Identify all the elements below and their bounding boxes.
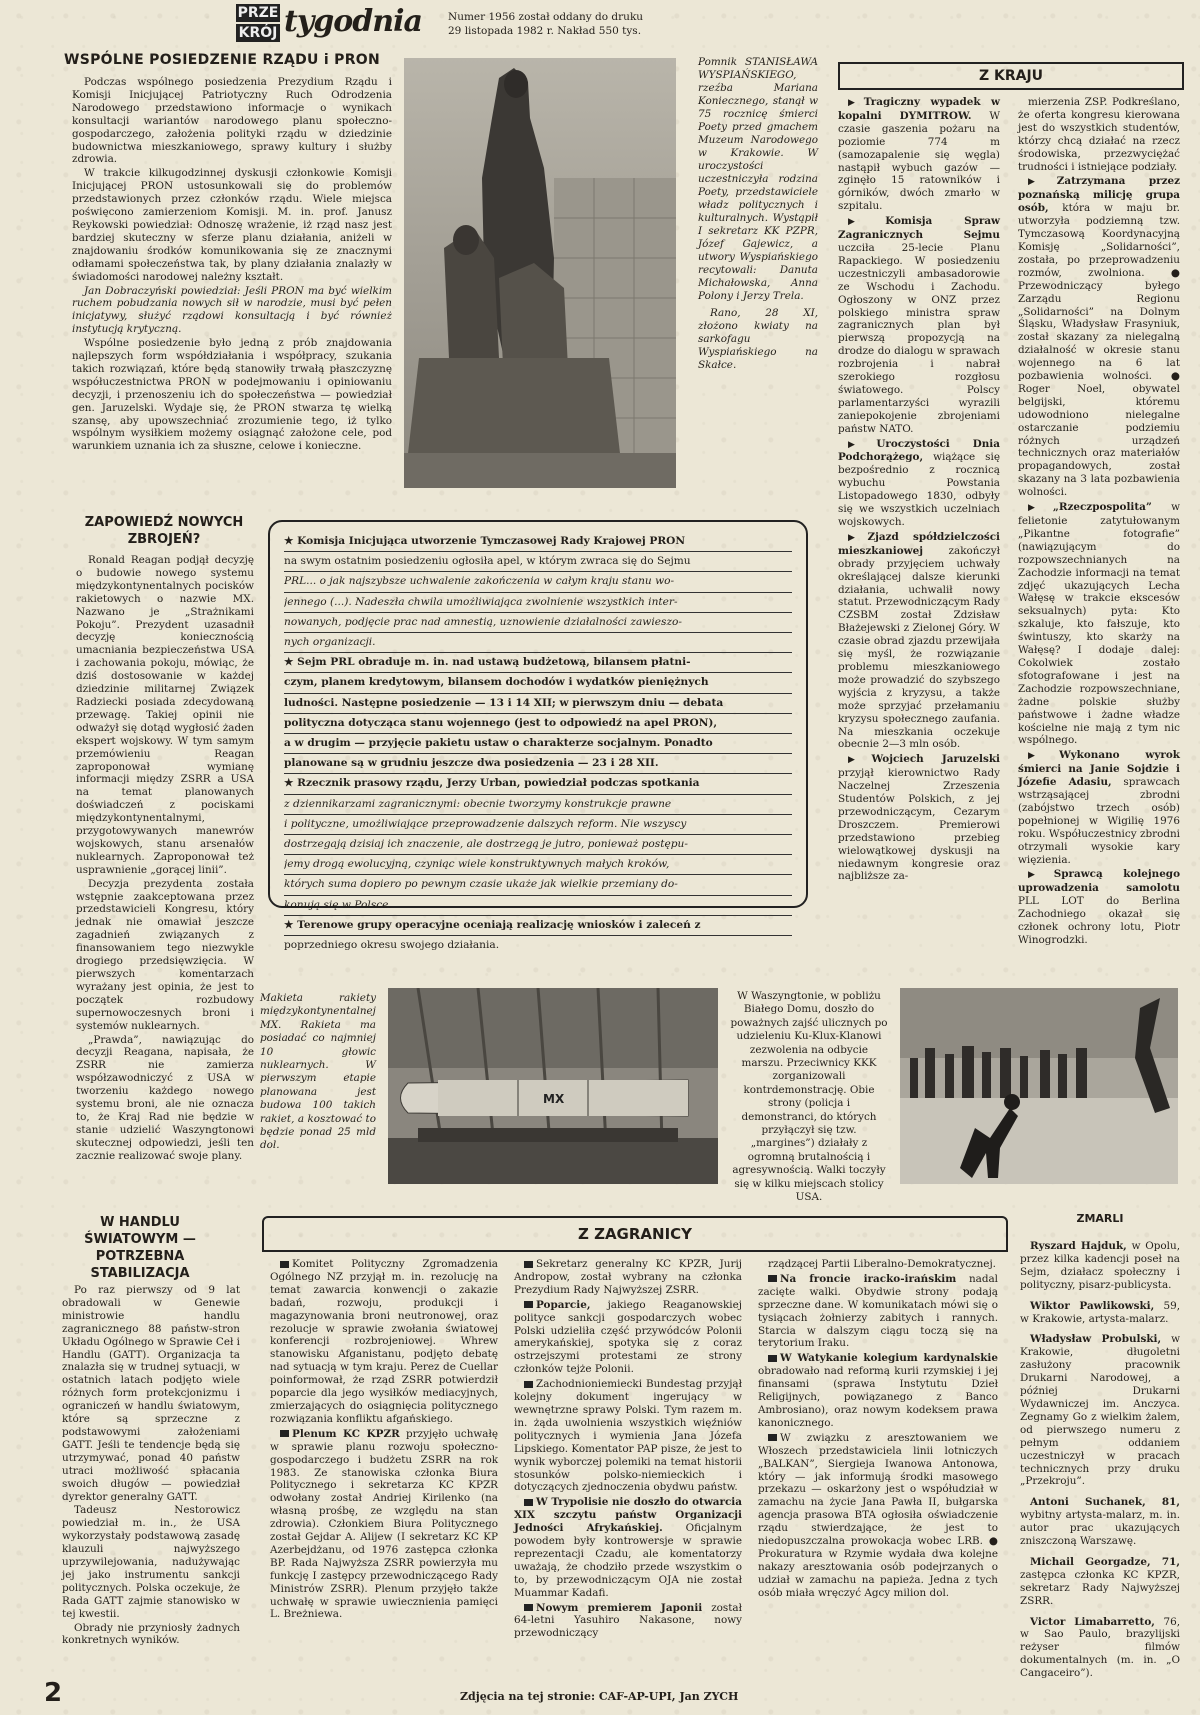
z-kraju-item-6 bbox=[1018, 96, 1180, 173]
zbrojen-p2: Decyzja prezydenta została wstępnie zaakceptowana przez przedstawicieli Kongresu, który jednak nie omawiał jeszcze zagadnień związanych z finansowaniem tego niezwykle drogiego przedsięwzięcia. W pierwszych komentarzach wyrażany jest opinia, że jest to początek rozbudowy supernowoczesnych broni i systemów nuklearnych. bbox=[76, 877, 254, 1032]
zbrojen-body bbox=[76, 554, 254, 1164]
z-zagranicy-item-11 bbox=[758, 1432, 998, 1600]
monument-caption bbox=[698, 56, 818, 373]
z-zagranicy-header bbox=[262, 1216, 1008, 1252]
rzad-pron-body bbox=[72, 76, 392, 454]
handel-body bbox=[62, 1284, 240, 1648]
z-zagranicy-item-6-text: Oficjalnym powodem były kontrowersje w sprawie reprezentacji Czadu, ale komentatorzy uważają, że chodziło przede wszystkim o to, by przewodniczącym OJA nie został Muammar Kadafi. bbox=[514, 1522, 742, 1599]
z-kraju-item-3: ▶ Uroczystości Dnia Podchorążego, wiążące się bezpośrednio z rocznicą wybuchu Powstania Listopadowego 1830, odbyły się we wszystkich uczelniach wojskowych. bbox=[838, 437, 1000, 528]
print-info-line1: Numer 1956 został oddany do druku bbox=[448, 11, 644, 23]
zmarli-list bbox=[1020, 1240, 1180, 1688]
z-zagranicy-item-1-text: przyjął m. in. rezolucję na temat zawarcia konwencji o zakazie badań, rozwoju, produkcji i magazynowania broni neutronowej, oraz rezolucje w sprawie zwołania światowej konferencji rozbrojeniowej. Whrew stanowisku Afganistanu, podjęto debatę nad sytuacją w tym kraju. Perez de Cuellar poinformował, że rząd ZSRR potwierdził poparcie dla jego wysiłków mediacyjnych, zmierzających do osiągnięcia politycznego rozwiązania konfliktu afgańskiego. bbox=[270, 1270, 498, 1425]
handel-p1: Po raz pierwszy od 9 lat obradowali w Genewie ministrowie handlu zagranicznego 88 państw-stron Układu Ogólnego w Sprawie Ceł i Handlu (GATT). Organizacja ta znalazła się w trudnej sytuacji, w ostatnich latach podjęto wiele różnych form protekcjonizmu i ograniczeń w handlu światowym, które są sprzeczne z podstawowymi założeniami GATT. Jeśli te tendencje będą się utrzymywać, ponad 40 państw utraci możliwość spłacania swoich długów — powiedział dyrektor generalny GATT. bbox=[62, 1284, 240, 1503]
apel-line: planowane są w grudniu jeszcze dwa posiedzenia — 23 i 28 XII. bbox=[284, 754, 792, 774]
print-info-line2: 29 listopada 1982 r. Nakład 550 tys. bbox=[448, 25, 642, 37]
apel-line: których suma dopiero po pewnym czasie ukaże jak wielkie przemiany do- bbox=[284, 875, 792, 895]
monument-caption-text: Pomnik STANISŁAWA WYSPIAŃSKIEGO, rzeźba Mariana Koniecznego, stanął w 75 rocznicę śmierci Poety przed gmachem Muzeum Narodowego w Krakowie. W uroczystości uczestniczyła rodzina Poety, przedstawiciele władz politycznych i kulturalnych. Wystąpił I sekretarz KK PZPR, Józef Gajewicz, a utwory Wyspiańskiego recytowali: Danuta Michałowska, Anna Polony i Jerzy Trela. bbox=[698, 56, 818, 302]
z-kraju-item-9-text: sprawcach wstrząsającej zbrodni (zabójstwo trzech osób) popełnionej w Wigilię 1976 roku. Współuczestnicy zbrodni otrzymali wysokie kary więzienia. bbox=[1018, 776, 1181, 866]
z-kraju-item-8: ▶ „Rzeczpospolita” w felietonie zatytułowanym „Pikantne fotografie” (nawiązującym do rozpowszechnianych na Zachodzie informacji na temat zdjęć ukazujących Lecha Wałęsę w trakcie ekscesów seksualnych) pyta: Kto szkaluje, kto fałszuje, kto świntuszy, kto skarży na Wałęsę? I dodaje dalej: Cokolwiek zostało sfotografowane i jest na Zachodzie rozpowszechniane, żadne polskie służby państwowe i żadne władze kościelne nie mają z tym nic wspólnego. bbox=[1018, 501, 1180, 747]
z-zagranicy-item-11-text: we Włoszech przedstawiciela linii lotniczych „BALKAN”, Siergieja Iwanowa Antonowa, który — jak informują środki masowego przekazu — oskarżony jest o współudział w zamachu na życie Jana Pawła II, bułgarska agencja prasowa BTA ogłosiła oświadczenie rządu stwierdzające, że jest to niedopuszczalna prowokacja wobec LRB. ● Prokuratura w Rzymie wydała dwa kolejne nakazy aresztowania osób podejrzanych o udział w zamachu na papieża. Jedna z tych osób miała wręczyć Agcy milion dol. bbox=[758, 1431, 998, 1599]
z-zagranicy-item-7-text: został 64-letni Yasuhiro Nakasone, nowy przewodniczący bbox=[514, 1601, 742, 1640]
z-zagranicy-item-4-text: jakiego Reaganowskiej polityce sankcji gospodarczych wobec Polski udzieliła część przywódców Polonii amerykańskiej, spotyka się z coraz ostrzejszymi protestami ze strony członków tejże Polonii. bbox=[514, 1298, 742, 1376]
z-kraju-item-3-text: wiążące się bezpośrednio z rocznicą wybuchu Powstania Listopadowego 1830, odbyły się we wszystkich uczelniach wojskowych. bbox=[838, 451, 1000, 528]
z-zagranicy-item-5-lead: Zachodnioniemiecki Bundestag bbox=[536, 1378, 703, 1391]
monument-photo bbox=[404, 58, 676, 488]
z-kraju-item-5-lead: Wojciech Jaruzelski bbox=[871, 753, 1001, 766]
z-zagranicy-item-4-lead: Poparcie, bbox=[536, 1298, 591, 1311]
zmarli-item-4-text: wybitny artysta-malarz, m. in. autor prac ukazujących zniszczoną Warszawę. bbox=[1020, 1509, 1180, 1548]
z-kraju-item-1-lead: Tragiczny wypadek w kopalni DYMITROW. bbox=[838, 96, 1000, 122]
rzad-pron-p4: Wspólne posiedzenie było jedną z prób znajdowania najlepszych form współdziałania i współpracy, szukania takich rozwiązań, które będą stanowiły trwałą płaszczyznę współuczestnictwa PRON w podejmowaniu i opiniowaniu decyzji, i przenoszeniu ich do społeczeństwa — powiedział gen. Jaruzelski. Wydaje się, że PRON stwarza tę wielką szansę, aby upowszechniać zrozumienie tego, iż tylko wspólnym wysiłkiem możemy osiągnąć założone cele, pod warunkiem uznania ich za słuszne, celowe i konieczne. bbox=[72, 337, 392, 453]
z-kraju-item-10-lead: Sprawcą kolejnego uprowadzenia samolotu bbox=[1018, 868, 1181, 895]
z-zagranicy-item-9 bbox=[758, 1273, 998, 1350]
z-zagranicy-item-1 bbox=[270, 1258, 498, 1426]
apel-line: polityczna dotycząca stanu wojennego (jest to odpowiedź na apel PRON), bbox=[284, 714, 792, 734]
z-kraju-item-10-text: PLL LOT do Berlina Zachodniego okazał się członek ochrony lotu, Piotr Winogrodzki. bbox=[1018, 895, 1180, 946]
z-kraju-item-9-lead: Wykonano wyrok śmierci na Janie Sojdzie i Józefie Adasiu, bbox=[1018, 749, 1180, 789]
z-zagranicy-item-2 bbox=[270, 1428, 498, 1622]
z-zagranicy-item-9-lead: Na froncie iracko-irańskim bbox=[780, 1272, 957, 1285]
z-kraju-item-7-text: która w maju br. utworzyła podziemną tzw. Tymczasową Koordynacyjną Komisję „Solidarności”, została, po przeprowadzeniu rozmów, zwolniona. ● Przewodniczący byłego Zarządu Regionu „Solidarności” na Dolnym Śląsku, Władysław Frasyniuk, został skazany za nielegalną działalność w okresie stanu wojennego na 6 lat pozbawienia wolności. ● Roger Noel, obywatel belgijski, któremu udowodniono nielegalne ostarczanie podziemiu różnych urządzeń technicznych oraz materiałów propagandowych, został skazany na 3 lata pozbawienia wolności. bbox=[1018, 202, 1180, 499]
z-kraju-item-4-lead: Zjazd spółdzielczości mieszkaniowej bbox=[838, 530, 1000, 557]
rzad-pron-headline: WSPÓLNE POSIEDZENIE RZĄDU i PRON bbox=[63, 52, 381, 68]
z-kraju-item-2: ▶ Komisja Spraw Zagranicznych Sejmu uczciła 25-lecie Planu Rapackiego. W posiedzeniu uczestniczyli ambasadorowie ze Wschodu i Zachodu. Ogłoszony w ONZ przez polskiego ministra spraw zagranicznych plan był pierwszą propozycją na drodze do dialogu w sprawach rozbrojenia i nabrał szerokiego rozgłosu światowego. Polscy parlamentarzyści wyrazili zaniepokojenie zbrojeniami państw NATO. bbox=[838, 215, 1000, 435]
zbrojen-p3: „Prawda”, nawiązując do decyzji Reagana, napisała, że ZSRR nie zamierza współzawodniczyć z USA w tworzeniu każdego nowego systemu broni, ale nie oznacza to, że Kraj Rad nie będzie w stanie udzielić Waszyngtonowi skutecznej odpowiedzi, jeśli ten zacznie realizować swoje plany. bbox=[76, 1033, 254, 1162]
z-zagranicy-item-3 bbox=[514, 1258, 742, 1297]
zbrojen-p1: Ronald Reagan podjął decyzję o budowie nowego systemu międzykontynentalnych pocisków rakietowych o nazwie MX. Nazwano je „Strażnikami Pokoju”. Prezydent uzasadnił decyzję koniecznością umacniania bezpieczeństwa USA i zachowania pokoju, mówiąc, że dziś dostosowanie w każdej dziedzinie militarnej Związek Radziecki posiada zdecydowaną przewagę. Takiej opinii nie odważył się dotąd wygłosić żaden ekspert wojskowy. W tym samym przemówieniu Reagan zaproponował wymianę informacji między ZSRR a USA na temat planowanych doświadczeń z pociskami międzykontynentalnymi, przygotowywanych manewrów wojskowych, stanu arsenałów nuklearnych. Zaproponował też usprawnienie „gorącej linii”. bbox=[76, 554, 254, 876]
zmarli-item-6-name: Victor Limabarretto, bbox=[1030, 1615, 1155, 1628]
z-kraju-item-7-lead: Zatrzymana przez poznańską milicję grupa osób, bbox=[1018, 175, 1180, 215]
apel-box bbox=[268, 520, 808, 952]
z-kraju-item-4-text: zakończył obrady przyjęciem uchwały określającej dalsze kierunki działania, uchwalił nowy statut. Przewodniczącym Rady CZSBM został Zdzisław Błażejewski z Zielonej Góry. W czasie obrad zjazdu przewijała się myśl, że rozwiązanie problemu mieszkaniowego może prowadzić do szybszego wyjścia z kryzysu, a także może sprzyjać przełamaniu kryzysu społecznego zaufania. Na mieszkania oczekuje obecnie 2—3 mln osób. bbox=[838, 544, 1000, 751]
masthead-script: tygodnia bbox=[284, 4, 422, 39]
apel-line: a w drugim — przyjęcie pakietu ustaw o charakterze socjalnym. Ponadto bbox=[284, 734, 792, 754]
z-zagranicy-item-10-lead: W Watykanie kolegium kardynalskie bbox=[780, 1352, 998, 1365]
z-kraju-header bbox=[838, 62, 1184, 90]
apel-line: dostrzegają dzisiaj ich znaczenie, ale dostrzegą je jutro, ponieważ postępu- bbox=[284, 835, 792, 855]
apel-line: ★ Sejm PRL obraduje m. in. nad ustawą budżetową, bilansem płatni- bbox=[284, 653, 792, 673]
zmarli-item-6 bbox=[1020, 1616, 1180, 1681]
z-zagranicy-item-8 bbox=[758, 1258, 998, 1271]
zmarli-header: ZMARLI bbox=[1076, 1212, 1124, 1225]
apel-lines bbox=[284, 532, 792, 955]
z-zagranicy-item-6-lead: W Trypolisie nie doszło do otwarcia XIX szczytu państw Organizacji Jedności Afrykańskiej. bbox=[514, 1496, 742, 1535]
zmarli-item-1 bbox=[1020, 1240, 1180, 1292]
rzad-pron-p1: Podczas wspólnego posiedzenia Prezydium Rządu i Komisji Inicjującej Patriotyczny Ruch Odrodzenia Narodowego przedstawiono informacje o wynikach konsultacji wariantów narodowego planu społeczno-gospodarczego, założenia polityki rządu w dziedzinie budownictwa mieszkaniowego, sprawy kultury i służby zdrowia. bbox=[72, 76, 392, 166]
zmarli-item-3-name: Władysław Probulski, bbox=[1030, 1333, 1162, 1346]
apel-line: ★ Terenowe grupy operacyjne oceniają realizację wniosków i zaleceń z bbox=[284, 916, 792, 936]
z-kraju-item-4: ▶ Zjazd spółdzielczości mieszkaniowej zakończył obrady przyjęciem uchwały określającej dalsze kierunki działania, uchwalił nowy statut. Przewodniczącym Rady CZSBM został Zdzisław Błażejewski z Zielonej Góry. W czasie obrad zjazdu przewijała się myśl, że rozwiązanie problemu mieszkaniowego może prowadzić do szybszego wyjścia z kryzysu, a także może sprzyjać przełamaniu kryzysu społecznego zaufania. Na mieszkania oczekuje obecnie 2—3 mln osób. bbox=[838, 530, 1000, 751]
z-zagranicy-item-6 bbox=[514, 1496, 742, 1599]
z-kraju-item-9: ▶ Wykonano wyrok śmierci na Janie Sojdzie i Józefie Adasiu, sprawcach wstrząsającej zbrodni (zabójstwo trzech osób) popełnionej w Wigilię 1976 roku. Współuczestnicy zbrodni otrzymali wysokie kary więzienia. bbox=[1018, 749, 1181, 866]
apel-line: ★ Rzecznik prasowy rządu, Jerzy Urban, powiedział podczas spotkania bbox=[284, 774, 792, 794]
z-zagranicy-item-3-text: został wybrany na członka Prezydium Rady Najwyższej ZSRR. bbox=[514, 1270, 742, 1296]
z-kraju-item-2-lead: Komisja Spraw Zagranicznych Sejmu bbox=[838, 215, 1000, 242]
z-zagranicy-header-text: Z ZAGRANICY bbox=[577, 1225, 693, 1243]
z-zagranicy-item-2-lead: Plenum KC KPZR bbox=[292, 1427, 400, 1440]
photo-credits: Zdjęcia na tej stronie: CAF-AP-UPI, Jan ZYCH bbox=[460, 1690, 739, 1703]
z-zagranicy-item-4 bbox=[514, 1299, 742, 1376]
z-zagranicy-item-9-text: nadal zacięte walki. Obydwie strony podają sprzeczne dane. W komunikatach mówi się o tysiącach żołnierzy zabitych i rannych. Starcia w dalszym ciągu toczą się na terytorium Iraku. bbox=[758, 1272, 999, 1350]
rocket-label: MX bbox=[543, 1092, 565, 1106]
masthead-logo bbox=[236, 4, 280, 42]
handel-headline: W HANDLU ŚWIATOWYM — POTRZEBNA STABILIZACJA bbox=[84, 1215, 196, 1281]
handel-p3: Obrady nie przyniosły żadnych konkretnych wyników. bbox=[62, 1621, 240, 1647]
zmarli-item-1-name: Ryszard Hajduk, bbox=[1030, 1240, 1127, 1252]
z-kraju-item-8-text: w felietonie zatytułowanym „Pikantne fotografie” (nawiązującym do rozpowszechnianych na Zachodzie informacji na temat zdjęć ukazujących Lecha Wałęsę w trakcie ekscesów seksualnych) pyta: Kto szkaluje, kto fałszuje, kto świntuszy, kto skarży na Wałęsę? I dodaje dalej: Cokolwiek zostało sfotografowane i jest na Zachodzie rozpowszechniane, żadne polskie służby państwowe i żadne władze kościelne nie mają z tym nic wspólnego. bbox=[1018, 501, 1180, 747]
z-kraju-col1 bbox=[838, 96, 1000, 885]
waszyngton-caption: W Waszyngtonie, w pobliżu Białego Domu, doszło do poważnych zajść ulicznych po udzieleniu Ku-Klux-Klanowi zezwolenia na odbycie marszu. Przeciwnicy KKK zorganizowali kontrdemonstrację. Obie strony (policja i demonstranci, do których przyłączył się tzw. „margines”) działały z ogromną brutalnością i agresywnością. Walki toczyły się w kilku miejscach stolicy USA. bbox=[730, 990, 888, 1204]
print-info bbox=[448, 10, 643, 38]
z-zagranicy-item-5 bbox=[514, 1378, 742, 1494]
z-zagranicy-col2 bbox=[514, 1258, 742, 1642]
apel-line: konują się w Polsce. bbox=[284, 896, 792, 916]
z-kraju-item-5-text: przyjął kierownictwo Rady Naczelnej Zrzeszenia Studentów Polskich, z jej przewodniczącym, Cezarym Droszczem. Premierowi przedstawiono przebieg wielowątkowej dyskusji na niedawnym kongresie oraz najbliższe za- bbox=[838, 767, 1000, 883]
z-zagranicy-item-8-text: rządzącej Partii Liberalno-Demokratycznej. bbox=[768, 1258, 996, 1270]
logo-bottom: KRÓJ bbox=[236, 24, 280, 42]
zmarli-item-3 bbox=[1020, 1333, 1180, 1488]
street-riot-illustration bbox=[900, 988, 1178, 1184]
zmarli-item-6-text: 76, w Sao Paulo, brazylijski reżyser filmów dokumentalnych (m. in. „O Cangaceiro”). bbox=[1020, 1615, 1180, 1680]
apel-line: nowanych, podjęcie prac nad amnestią, uznowienie działalności zawieszo- bbox=[284, 613, 792, 633]
page-number: 2 bbox=[44, 1678, 63, 1708]
z-zagranicy-item-10-text: obradowało nad reformą kurii rzymskiej i jej finansami (sprawa Instytutu Dzieł Religijnych, powiązanego z Banco Ambrosiano), oraz nowym kodeksem prawa kanonicznego. bbox=[758, 1365, 998, 1429]
z-zagranicy-item-11-lead: W związku z aresztowaniem bbox=[780, 1431, 967, 1444]
rakieta-caption: Makieta rakiety międzykontynentalnej MX. Rakieta ma posiadać co najmniej 10 głowic nuklearnych. W pierwszym etapie planowana jest budowa 100 takich rakiet, a kosztować to będzie ponad 25 mld dol. bbox=[260, 992, 376, 1152]
logo-top: PRZE bbox=[237, 5, 279, 21]
zmarli-item-2 bbox=[1020, 1300, 1180, 1326]
z-zagranicy-item-7 bbox=[514, 1602, 742, 1641]
zmarli-item-5-name: Michail Georgadze, 71, bbox=[1030, 1555, 1180, 1568]
apel-line: PRL... o jak najszybsze uchwalenie zakończenia w całym kraju stanu wo- bbox=[284, 572, 792, 592]
zmarli-item-4-name: Antoni Suchanek, 81, bbox=[1030, 1496, 1180, 1509]
apel-line: i polityczne, umożliwiające przeprowadzenie dalszych reform. Nie wszyscy bbox=[284, 815, 792, 835]
z-kraju-item-1-text: W czasie gaszenia pożaru na poziomie 774 m (samozapalenie się węgla) nastąpił wybuch gazów — zginęło 15 ratowników i górników, dwóch zmarło w szpitalu. bbox=[838, 109, 1000, 213]
apel-line: poprzedniego okresu swojego działania. bbox=[284, 939, 500, 952]
monument-caption-text2: Rano, 28 XI, złożono kwiaty na sarkofagu Wyspiańskiego na Skałce. bbox=[698, 307, 818, 371]
apel-line: jemy drogą ewolucyjną, czyniąc wiele konstruktywnych małych kroków, bbox=[284, 855, 792, 875]
z-kraju-item-1: ▶ Tragiczny wypadek w kopalni DYMITROW. W czasie gaszenia pożaru na poziomie 774 m (samozapalenie się węgla) nastąpił wybuch gazów — zginęło 15 ratowników i górników, dwóch zmarło w szpitalu. bbox=[838, 96, 1000, 213]
zmarli-item-5 bbox=[1020, 1556, 1180, 1608]
z-zagranicy-item-10 bbox=[758, 1352, 998, 1429]
z-zagranicy-col1 bbox=[270, 1258, 498, 1623]
z-zagranicy-item-5-text: przyjął kolejny dokument ingerujący w wewnętrzne sprawy Polski. Tym razem m. in. żąda uwolnienia wszystkich więźniów politycznych i wymienia Jana Józefa Lipskiego. Komentator PAP pisze, że jest to wynik wyborczej polemiki na temat historii stosunków polsko-niemieckich i dotyczących zjednoczenia obydwu państw. bbox=[514, 1378, 742, 1494]
z-zagranicy-item-3-lead: Sekretarz generalny KC KPZR, Jurij Andropow, bbox=[514, 1258, 742, 1283]
z-zagranicy-col3 bbox=[758, 1258, 998, 1602]
z-kraju-item-3-lead: Uroczystości Dnia Podchorążego, bbox=[838, 437, 1000, 464]
rzad-pron-p3: Jan Dobraczyński powiedział: Jeśli PRON ma być wielkim ruchem pobudzania nowych sił w narodzie, musi być pełen inicjatywy, służyć rządowi konsultacją i być również instytucją krytyczną. bbox=[72, 284, 392, 336]
apel-line: nych organizacji. bbox=[284, 633, 792, 653]
apel-line: na swym ostatnim posiedzeniu ogłosiła apel, w którym zwraca się do Sejmu bbox=[284, 552, 792, 572]
z-zagranicy-item-1-lead: Komitet Polityczny Zgromadzenia Ogólnego NZ bbox=[270, 1258, 498, 1283]
washington-photo bbox=[900, 988, 1178, 1184]
zmarli-item-2-name: Wiktor Pawlikowski, bbox=[1030, 1299, 1155, 1312]
rocket-photo bbox=[388, 988, 718, 1184]
rzad-pron-p2: W trakcie kilkugodzinnej dyskusji członkowie Komisji Inicjującej PRON ustosunkowali się do problemów przedstawionych przez członków rządu. Wiele miejsca poświęcono zamierzeniom Komisji. M. in. prof. Janusz Reykowski powiedział: Odnoszę wrażenie, iż rząd nasz jest bardziej skuteczny w sferze planu działania, aniżeli w znajdowaniu środków komunikowania się ze znacznymi odłamami społeczeństwa tak, by plany działania znalazły w świadomości narodowej należny kształt. bbox=[72, 167, 392, 283]
zmarli-item-1-text: w Opolu, przez kilka kadencji poseł na Sejm, działacz społeczny i polityczny, pisarz-publicysta. bbox=[1020, 1240, 1181, 1291]
apel-line: ★ Komisja Inicjująca utworzenie Tymczasowej Rady Krajowej PRON bbox=[284, 532, 792, 552]
z-zagranicy-item-7-lead: Nowym premierem Japonii bbox=[536, 1601, 703, 1614]
zmarli-item-2-text: 59, w Krakowie, artysta-malarz. bbox=[1020, 1299, 1181, 1325]
z-kraju-item-2-text: uczciła 25-lecie Planu Rapackiego. W posiedzeniu uczestniczyli ambasadorowie ze Wschodu i Zachodu. Ogłoszony w ONZ przez polskiego ministra spraw zagranicznych plan był pierwszą propozycją na drodze do dialogu w sprawach rozbrojenia i nabrał szerokiego rozgłosu światowego. Polscy parlamentarzyści wyrazili zaniepokojenie zbrojeniami państw NATO. bbox=[838, 241, 1000, 435]
apel-line: jennego (...). Nadeszła chwila umożliwiająca zwolnienie wszystkich inter- bbox=[284, 593, 792, 613]
z-kraju-item-6-text: mierzenia ZSP. Podkreślano, że oferta kongresu kierowana jest do wszystkich studentów, którzy chcą działać na rzecz środowiska, przezwyciężać trudności i istniejące podziały. bbox=[1018, 96, 1180, 173]
z-zagranicy-item-2-text: przyjęło uchwałę w sprawie planu rozwoju społeczno-gospodarczego i budżetu ZSRR na rok 1983. Ze stanowiska członka Biura Politycznego i sekretarza KC KPZR odwołany został Andriej Kirilenko (na własną prośbę, ze względu na stan zdrowia). Członkiem Biura Politycznego został Gejdar A. Alijew (I sekretarz KC KP Azerbejdżanu, od 1976 zastępca członka BP. Rada Najwyższa ZSRR powierzyła mu funkcję I zastępcy przewodniczącego Rady Ministrów ZSRR). Plenum przyjęło także uchwałę w sprawie uwiecznienia pamięci L. Breżniewa. bbox=[270, 1427, 499, 1621]
z-kraju-item-7: ▶ Zatrzymana przez poznańską milicję grupa osób, która w maju br. utworzyła podziemną tzw. Tymczasową Koordynacyjną Komisję „Solidarności”, została, po przeprowadzeniu rozmów, zwolniona. ● Przewodniczący byłego Zarządu Regionu „Solidarności” na Dolnym Śląsku, Władysław Frasyniuk, został skazany za nielegalną działalność w okresie stanu wojennego na 6 lat pozbawienia wolności. ● Roger Noel, obywatel belgijski, któremu udowodniono nielegalne ostarczanie podziemiu różnych urządzeń technicznych oraz materiałów propagandowych, został skazany na 3 lata pozbawienia wolności. bbox=[1018, 175, 1180, 499]
z-kraju-item-8-lead: „Rzeczpospolita” bbox=[1052, 501, 1152, 514]
z-kraju-item-5: ▶ Wojciech Jaruzelski przyjął kierownictwo Rady Naczelnej Zrzeszenia Studentów Polskich, z jej przewodniczącym, Cezarym Droszczem. Premierowi przedstawiono przebieg wielowątkowej dyskusji na niedawnym kongresie oraz najbliższe za- bbox=[838, 753, 1001, 883]
zbrojen-headline: ZAPOWIEDŹ NOWYCH ZBROJEŃ? bbox=[84, 515, 244, 547]
z-kraju-header-text: Z KRAJU bbox=[978, 68, 1044, 84]
zmarli-item-5-text: zastępca członka KC KPZR, sekretarz Rady Najwyższej ZSRR. bbox=[1020, 1568, 1180, 1607]
apel-line: ludności. Następne posiedzenie — 13 i 14 XII; w pierwszym dniu — debata bbox=[284, 694, 792, 714]
zmarli-item-4 bbox=[1020, 1496, 1180, 1548]
zmarli-item-3-text: w Krakowie, długoletni zasłużony pracownik Drukarni Narodowej, a później Drukarni Wydawniczej im. Anczyca. Zegnamy Go z wielkim żalem, od pierwszego numeru z pełnym oddaniem uczestniczył w pracach technicznych przy druku „Przekroju”. bbox=[1020, 1333, 1180, 1488]
apel-line: czym, planem kredytowym, bilansem dochodów i wydatków pieniężnych bbox=[284, 673, 792, 693]
rocket-illustration bbox=[388, 988, 718, 1184]
handel-p2: Tadeusz Nestorowicz powiedział m. in., że USA wykorzystały podstawową zasadę klauzuli najwyższego uprzywilejowania, nadużywając jej jako instrumentu sankcji politycznych. Polska oczekuje, że Rada GATT zajmie stanowisko w tej kwestii. bbox=[62, 1504, 240, 1620]
apel-line: z dziennikarzami zagranicznymi: obecnie tworzymy konstrukcje prawne bbox=[284, 795, 792, 815]
z-kraju-col2 bbox=[1018, 96, 1180, 949]
monument-illustration bbox=[404, 58, 676, 488]
z-kraju-item-10: ▶ Sprawcą kolejnego uprowadzenia samolotu PLL LOT do Berlina Zachodniego okazał się członek ochrony lotu, Piotr Winogrodzki. bbox=[1018, 868, 1181, 946]
